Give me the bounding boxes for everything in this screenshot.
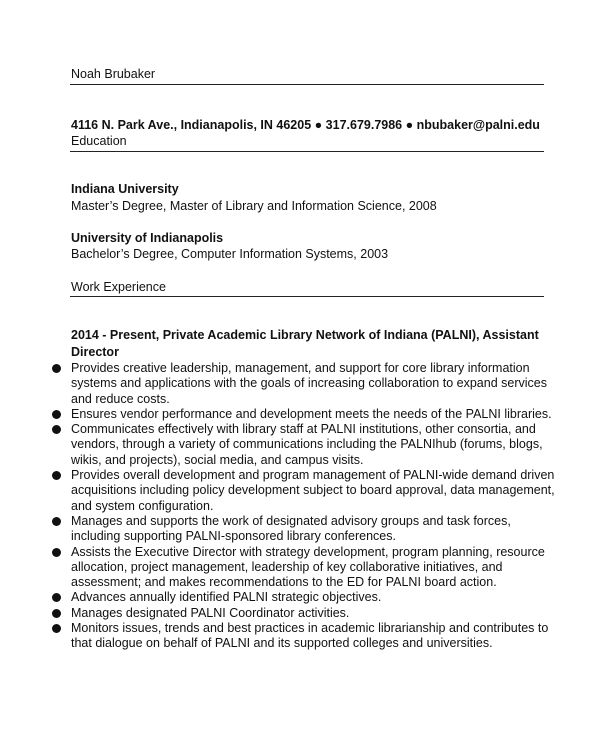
list-item-text: vendors, through a variety of communications including the PALNIhub (forums, blogs, xyxy=(71,437,543,452)
job-title-continued: Director xyxy=(71,345,119,359)
list-item-text: and reduce costs. xyxy=(71,391,170,406)
list-item-text: Manages and supports the work of designated advisory groups and task forces, xyxy=(71,513,511,528)
education-rule xyxy=(70,151,544,152)
candidate-name: Noah Brubaker xyxy=(71,67,156,81)
list-item-text: Ensures vendor performance and development meets the needs of the PALNI libraries. xyxy=(71,406,552,421)
list-item xyxy=(52,621,552,652)
list-item-text: acquisitions including policy development subject to board approval, data management, xyxy=(71,483,555,498)
degree-line: Bachelor’s Degree, Computer Information Systems, 2003 xyxy=(71,247,389,261)
bullet-icon xyxy=(52,624,61,633)
header-rule xyxy=(70,84,544,85)
list-item-text: assessment; and makes recommendations to the ED for PALNI board action. xyxy=(71,575,497,590)
school-name: University of Indianapolis xyxy=(71,231,224,245)
work-rule xyxy=(70,296,544,297)
bullet-icon xyxy=(52,593,61,602)
list-item xyxy=(52,468,555,514)
work-experience-heading: Work Experience xyxy=(71,280,166,294)
list-item-text: wikis, and projects), social media, and campus visits. xyxy=(71,452,364,467)
bullet-icon xyxy=(52,471,61,480)
responsibility-list xyxy=(52,361,555,652)
list-item-text: Provides overall development and program management of PALNI-wide demand driven xyxy=(71,468,555,483)
bullet-icon xyxy=(52,425,61,434)
list-item-text: including supporting PALNI-sponsored library conferences. xyxy=(71,529,396,544)
list-item-text: Advances annually identified PALNI strategic objectives. xyxy=(71,590,382,605)
list-item-text: Manages designated PALNI Coordinator activities. xyxy=(71,605,350,620)
list-item xyxy=(52,545,552,591)
bullet-icon xyxy=(52,364,61,373)
list-item-text: Communicates effectively with library staff at PALNI institutions, other consortia, and xyxy=(71,422,536,437)
list-item xyxy=(52,606,552,621)
list-item-text: that dialogue on behalf of PALNI and its supported colleges and universities. xyxy=(71,636,493,651)
degree-line: Master’s Degree, Master of Library and Information Science, 2008 xyxy=(71,199,437,213)
list-item xyxy=(52,407,552,422)
bullet-icon xyxy=(52,410,61,419)
school-name: Indiana University xyxy=(71,182,179,196)
list-item-text: allocation, project management, leadership of key collaborative initiatives, and xyxy=(71,559,503,574)
list-item-text: Provides creative leadership, management, and support for core library information xyxy=(71,361,530,375)
list-item xyxy=(52,361,552,407)
job-title: 2014 - Present, Private Academic Library Network of Indiana (PALNI), Assistant xyxy=(71,328,539,342)
list-item-text: Assists the Executive Director with strategy development, program planning, resource xyxy=(71,544,545,559)
list-item-text: systems and applications with the goals of increasing collaboration to expand services xyxy=(71,376,547,391)
bullet-icon xyxy=(52,548,61,557)
list-item xyxy=(52,590,552,605)
bullet-icon xyxy=(52,517,61,526)
list-item xyxy=(52,422,552,468)
bullet-icon xyxy=(52,609,61,618)
contact-line: 4116 N. Park Ave., Indianapolis, IN 46205 ● 317.679.7986 ● nbubaker@palni.edu xyxy=(71,118,540,132)
education-heading: Education xyxy=(71,134,127,148)
list-item-text: Monitors issues, trends and best practices in academic librarianship and contributes to xyxy=(71,621,549,636)
list-item-text: and system configuration. xyxy=(71,498,214,513)
list-item xyxy=(52,514,552,545)
